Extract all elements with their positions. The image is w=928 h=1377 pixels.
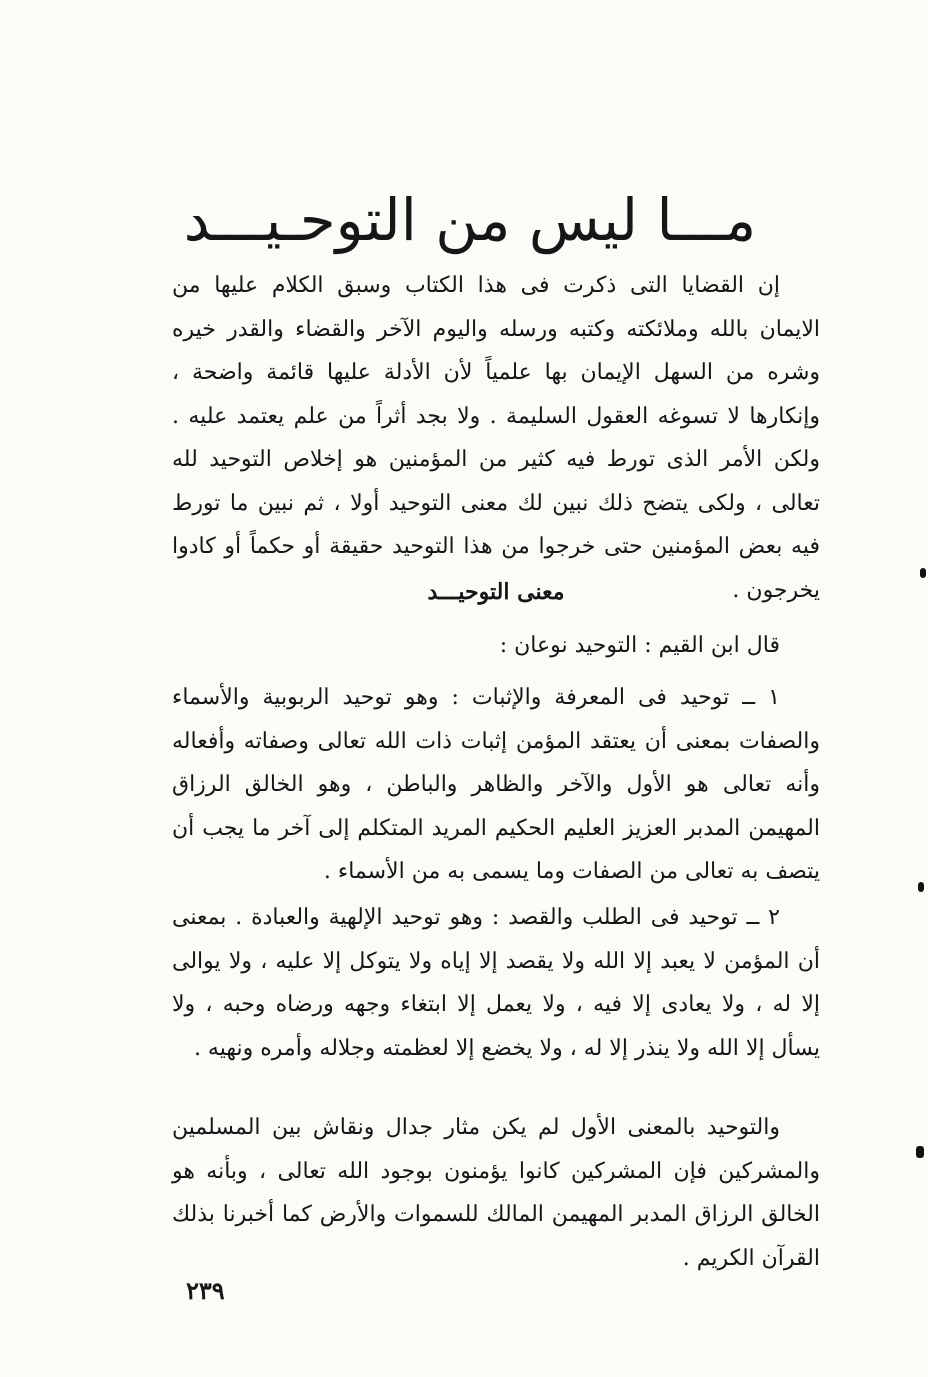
section-heading: معنى التوحيـــد bbox=[427, 579, 565, 605]
paragraph-first-meaning: والتوحيد بالمعنى الأول لم يكن مثار جدال ونقاش بين المسلمين والمشركين فإن المشركين كانوا يؤمنون بوجود الله تعالى ، وبأنه هو الخالق الرزاق المدبر المهيمن المالك للسموات والأرض كما أخبرنا بذلك القرآن الكريم . bbox=[172, 1115, 820, 1271]
scan-mark bbox=[920, 568, 926, 578]
paragraph-intro: إن القضايا التى ذكرت فى هذا الكتاب وسبق الكلام عليها من الايمان بالله وملائكته وكتبه ورسله واليوم الآخر والقضاء والقدر خيره وشره من السهل الإيمان بها علمياً لأن الأدلة عليها قائمة واضحة ، وإنكارها لا تسوغه العقول السليمة . ولا بجد أثراً من علم يعتمد عليه . ولكن الأمر الذى تورط فيه كثير من المؤمنين هو إخلاص التوحيد لله تعالى ، ولكى يتضح ذلك نبين لك معنى التوحيد أولا ، ثم نبين ما تورط فيه بعض المؤمنين حتى خرجوا من هذا التوحيد حقيقة أو حكماً أو كادوا يخرجون . bbox=[172, 273, 820, 603]
paragraph-tawhid-knowledge: ١ ــ توحيد فى المعرفة والإثبات : وهو توحيد الربوبية والأسماء والصفات بمعنى أن يعتقد المؤمن إثبات ذات الله تعالى وصفاته وأفعاله وأنه تعالى هو الأول والآخر والظاهر والباطن ، وهو الخالق الرزاق المهيمن المدبر العزيز العليم الحكيم المريد المتكلم إلى آخر ما يجب أن يتصف به تعالى من الصفات وما يسمى به من الأسماء . bbox=[172, 685, 820, 884]
scan-mark bbox=[918, 882, 924, 892]
paragraph-tawhid-worship: ٢ ــ توحيد فى الطلب والقصد : وهو توحيد الإلهية والعبادة . بمعنى أن المؤمن لا يعبد إلا الله ولا يقصد إلا إياه ولا يتوكل إلا عليه ، ولا يوالى إلا له ، ولا يعادى إلا فيه ، ولا يعمل إلا ابتغاء وجهه ورضاه وحبه ، ولا يسأل إلا الله ولا ينذر إلا له ، ولا يخضع إلا لعظمته وجلاله وأمره ونهيه . bbox=[172, 905, 820, 1061]
page-number: ٢٣٩ bbox=[186, 1276, 225, 1305]
page-title: مـــا ليس من التوحـيـــد bbox=[183, 186, 757, 254]
paragraph-ibn-qayyim: قال ابن القيم : التوحيد نوعان : bbox=[499, 633, 780, 658]
scan-mark bbox=[916, 1146, 924, 1158]
